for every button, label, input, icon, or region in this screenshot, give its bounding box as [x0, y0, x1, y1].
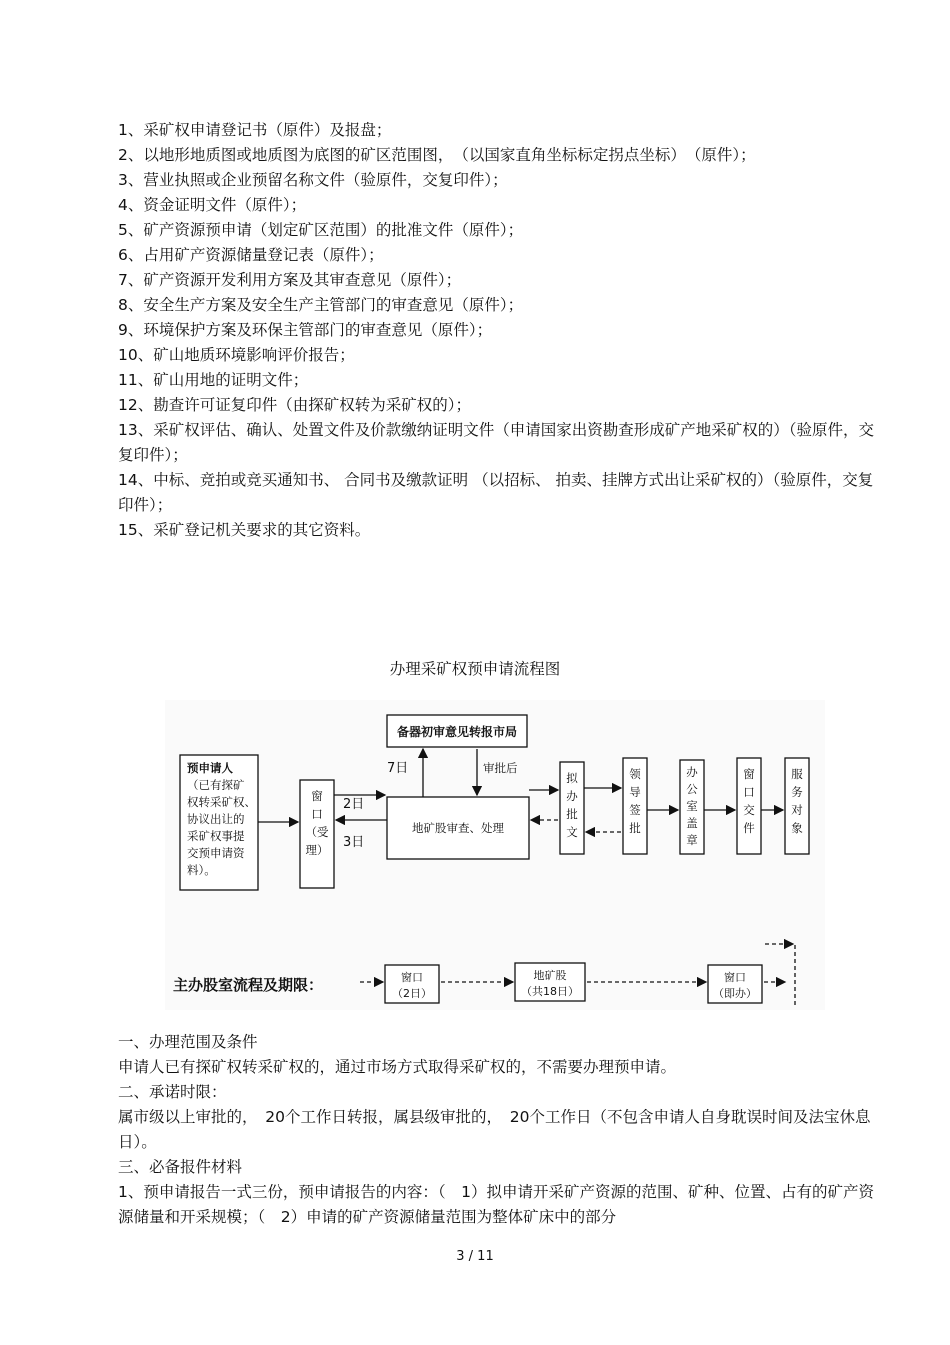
flowchart — [165, 700, 825, 1010]
list-item: 6、占用矿产资源储量登记表（原件）； — [118, 246, 384, 264]
draft-label: 办 — [566, 789, 578, 803]
office-label: 公 — [686, 782, 698, 796]
list-item: 9、环境保护方案及环保主管部门的审查意见（原件）； — [118, 321, 493, 339]
bottom-box-1-label: 窗口 — [401, 971, 423, 984]
main-box-label: 地矿股审查、处理 — [412, 821, 504, 835]
materials-list — [118, 118, 888, 543]
bottom-box-3-sub: （即办） — [713, 987, 757, 1000]
window-accept-label: 理） — [305, 843, 329, 857]
service-label: 务 — [791, 785, 803, 799]
draft-label: 批 — [566, 807, 578, 821]
list-item: 4、资金证明文件（原件）； — [118, 196, 307, 214]
leader-label: 领 — [629, 767, 641, 781]
window-accept-label: 窗 — [311, 789, 323, 803]
list-item: 2、以地形地质图或地质图为底图的矿区范围图， （以国家直角坐标标定拐点坐标） （原件）； — [118, 146, 756, 164]
section-heading: 一、办理范围及条件 — [118, 1033, 258, 1051]
list-item: 12、勘查许可证复印件（由探矿权转为采矿权的）； — [118, 396, 471, 414]
applicant-line: 交预申请资 — [187, 846, 245, 860]
label-2d: 2日 — [343, 797, 365, 812]
list-item: 10、矿山地质环境影响评价报告； — [118, 346, 355, 364]
office-label: 盖 — [686, 816, 698, 830]
section-paragraph: 申请人已有探矿权转采矿权的，通过市场方式取得采矿权的，不需要办理预申请。 — [118, 1058, 677, 1076]
service-label: 象 — [791, 821, 803, 835]
bottom-box-2-label: 地矿股 — [533, 969, 567, 982]
window-deliver-label: 窗 — [743, 767, 755, 781]
applicant-line: 预申请人 — [187, 761, 233, 775]
label-after: 审批后 — [483, 761, 518, 775]
office-label: 办 — [686, 765, 698, 779]
applicant-line: 权转采矿权、 — [187, 795, 256, 809]
diagram-title: 办理采矿权预申请流程图 — [389, 660, 561, 678]
list-item: 3、营业执照或企业预留名称文件（验原件，交复印件）； — [118, 171, 508, 189]
leader-label: 签 — [629, 803, 641, 817]
list-item: 1、采矿权申请登记书（原件）及报盘； — [118, 121, 392, 139]
window-accept-label: （受 — [305, 825, 329, 839]
office-label: 章 — [686, 833, 698, 847]
section-heading: 三、必备报件材料 — [118, 1158, 243, 1176]
body-sections — [118, 1030, 888, 1230]
bottom-flow-label: 主办股室流程及期限： — [173, 976, 324, 994]
bottom-box-3-label: 窗口 — [724, 971, 746, 984]
applicant-line: 采矿权事提 — [187, 829, 245, 843]
page-number: 3 / 11 — [456, 1249, 494, 1264]
list-item: 15、采矿登记机关要求的其它资料。 — [118, 521, 371, 539]
list-item: 8、安全生产方案及安全生产主管部门的审查意见（原件）； — [118, 296, 524, 314]
label-3d: 3日 — [343, 835, 365, 850]
bottom-box-2-sub: （共18日） — [521, 985, 579, 998]
window-deliver-label: 口 — [743, 785, 755, 799]
bottom-box-1-sub: （2日） — [392, 987, 432, 1000]
service-label: 对 — [791, 803, 803, 817]
top-box-label: 备器初审意见转报市局 — [396, 725, 518, 739]
list-item: 5、矿产资源预申请（划定矿区范围）的批准文件（原件）； — [118, 221, 524, 239]
list-item: 14、中标、竞拍或竞买通知书、 合同书及缴款证明 （以招标、 拍卖、挂牌方式出让采矿权的）（验原件，交复印件）； — [118, 471, 874, 514]
applicant-line: 料）。 — [187, 863, 216, 877]
service-label: 服 — [791, 767, 803, 781]
list-item: 13、采矿权评估、确认、处置文件及价款缴纳证明文件（申请国家出资勘查形成矿产地采矿权的）（验原件，交复印件）； — [118, 421, 874, 464]
window-accept-label: 口 — [311, 807, 323, 821]
office-label: 室 — [686, 799, 698, 813]
window-deliver-label: 件 — [743, 821, 755, 835]
leader-label: 批 — [629, 821, 641, 835]
leader-label: 导 — [629, 785, 641, 799]
applicant-line: （已有探矿 — [187, 778, 245, 792]
section-paragraph: 属市级以上审批的， 20个工作日转报，属县级审批的， 20个工作日（不包含申请人自身耽误时间及法宝休息日）。 — [118, 1108, 871, 1151]
applicant-line: 协议出让的 — [187, 812, 245, 826]
list-item: 11、矿山用地的证明文件； — [118, 371, 309, 389]
window-deliver-label: 交 — [743, 803, 755, 817]
list-item: 7、矿产资源开发利用方案及其审查意见（原件）； — [118, 271, 462, 289]
label-7d: 7日 — [387, 761, 409, 776]
draft-label: 拟 — [566, 771, 578, 785]
section-heading: 二、承诺时限： — [118, 1083, 227, 1101]
draft-label: 文 — [566, 825, 578, 839]
section-paragraph: 1、预申请报告一式三份，预申请报告的内容：（ 1）拟申请开采矿产资源的范围、矿种、位置、占有的矿产资源储量和开采规模；（ 2）申请的矿产资源储量范围为整体矿床中的部分 — [118, 1183, 874, 1226]
